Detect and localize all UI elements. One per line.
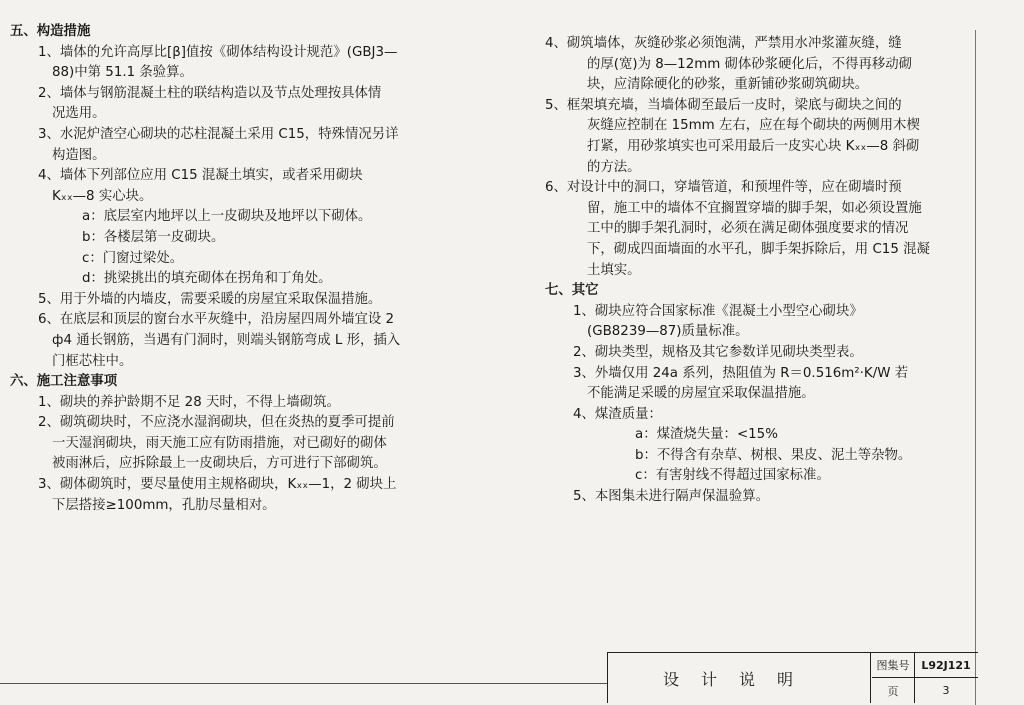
text-line: 2、砌筑砌块时，不应浇水湿润砌块，但在炎热的夏季可提前 [38,415,395,431]
text-line: a：煤渣烧失量：<15% [635,427,778,443]
right-column [545,34,980,508]
text-line: 一天湿润砌块，雨天施工应有防雨措施，对已砌好的砌体 [52,435,387,451]
text-line: 况选用。 [52,106,106,122]
text-line: Kₓₓ—8 实心块。 [52,188,153,204]
text-line: 88)中第 51.1 条验算。 [52,65,193,81]
title-block [607,652,978,703]
text-line: b：不得含有杂草、树根、果皮、泥土等杂物。 [635,447,912,463]
bottom-rule [0,683,607,684]
atlas-number-value: L92J121 [914,653,978,678]
left-column [10,22,475,516]
text-line: 灰缝应控制在 15mm 左右，应在每个砌块的两侧用木楔 [587,118,920,134]
page-label: 页 [872,678,915,703]
text-line: 3、水泥炉渣空心砌块的芯柱混凝土采用 C15，特殊情况另详 [38,126,399,142]
section-heading: 五、构造措施 [10,24,91,39]
text-line: (GB8239—87)质量标准。 [587,324,749,340]
text-line: 6、在底层和顶层的窗台水平灰缝中，沿房屋四周外墙宜设 2 [38,312,395,328]
text-line: 构造图。 [52,147,106,163]
page-number: 3 [942,684,950,697]
text-line: 块，应清除硬化的砂浆，重新铺砂浆砌筑砌块。 [587,77,869,93]
text-line: 不能满足采暖的房屋宜采取保温措施。 [587,386,815,402]
section-heading: 七、其它 [545,283,599,299]
text-line: 2、砌块类型，规格及其它参数详见砌块类型表。 [573,344,863,360]
text-line: 留，施工中的墙体不宜搁置穿墙的脚手架，如必须设置施 [587,200,922,216]
atlas-number-label: 图集号 [872,653,915,678]
text-line: 6、对设计中的洞口，穿墙管道，和预埋件等，应在砌墙时预 [545,180,902,196]
text-line: c：门窗过梁处。 [82,250,184,266]
text-line: 4、砌筑墙体，灰缝砂浆必须饱满，严禁用水冲浆灌灰缝，缝 [545,36,902,51]
text-line: 5、用于外墙的内墙皮，需要采暖的房屋宜采取保温措施。 [38,291,382,307]
text-line: 打紧，用砂浆填实也可采用最后一皮实心块 Kₓₓ—8 斜砌 [587,138,920,154]
text-line: 被雨淋后，应拆除最上一皮砌块后，方可进行下部砌筑。 [52,456,387,472]
text-line: a：底层室内地坪以上一皮砌块及地坪以下砌体。 [82,209,372,225]
text-line: 的方法。 [587,159,641,175]
text-line: c：有害射线不得超过国家标准。 [635,468,830,484]
text-line: b：各楼层第一皮砌块。 [82,229,225,245]
text-line: 下，砌成四面墙面的水平孔，脚手架拆除后，用 C15 混凝 [587,241,930,257]
text-line: 土填实。 [587,262,641,278]
text-line: 1、砌块应符合国家标准《混凝土小型空心砌块》 [573,303,863,319]
drawing-title: 设计说明 [608,653,871,703]
text-line: 门框芯柱中。 [52,353,133,369]
text-line: 5、本图集未进行隔声保温验算。 [573,489,769,505]
text-line: 的厚(宽)为 8—12mm 砌体砂浆硬化后，不得再移动砌 [587,56,913,72]
section-heading: 六、施工注意事项 [10,374,118,390]
text-line: 下层搭接≥100mm，孔肋尽量相对。 [52,497,276,513]
text-line: 1、砌块的养护龄期不足 28 天时，不得上墙砌筑。 [38,394,340,410]
text-line: 3、砌体砌筑时，要尽量使用主规格砌块，Kₓₓ—1，2 砌块上 [38,477,397,493]
right-border-rule [975,30,976,705]
text-line: ф4 通长钢筋，当遇有门洞时，则端头钢筋弯成 L 形，插入 [52,332,401,348]
text-line: 3、外墙仅用 24a 系列，热阻值为 R＝0.516m²·K/W 若 [573,365,909,381]
text-line: 5、框架填充墙，当墙体砌至最后一皮时，梁底与砌块之间的 [545,97,902,113]
text-line: d：挑梁挑出的填充砌体在拐角和丁角处。 [82,271,332,287]
text-line: 1、墙体的允许高厚比[β]值按《砌体结构设计规范》(GBJ3— [38,44,398,60]
text-line: 工中的脚手架孔洞时，必须在满足砌体强度要求的情况 [587,221,909,237]
text-line: 4、墙体下列部位应用 C15 混凝土填实，或者采用砌块 [38,168,363,184]
text-line: 4、煤渣质量： [573,406,662,422]
text-line: 2、墙体与钢筋混凝土柱的联结构造以及节点处理按具体情 [38,85,382,101]
